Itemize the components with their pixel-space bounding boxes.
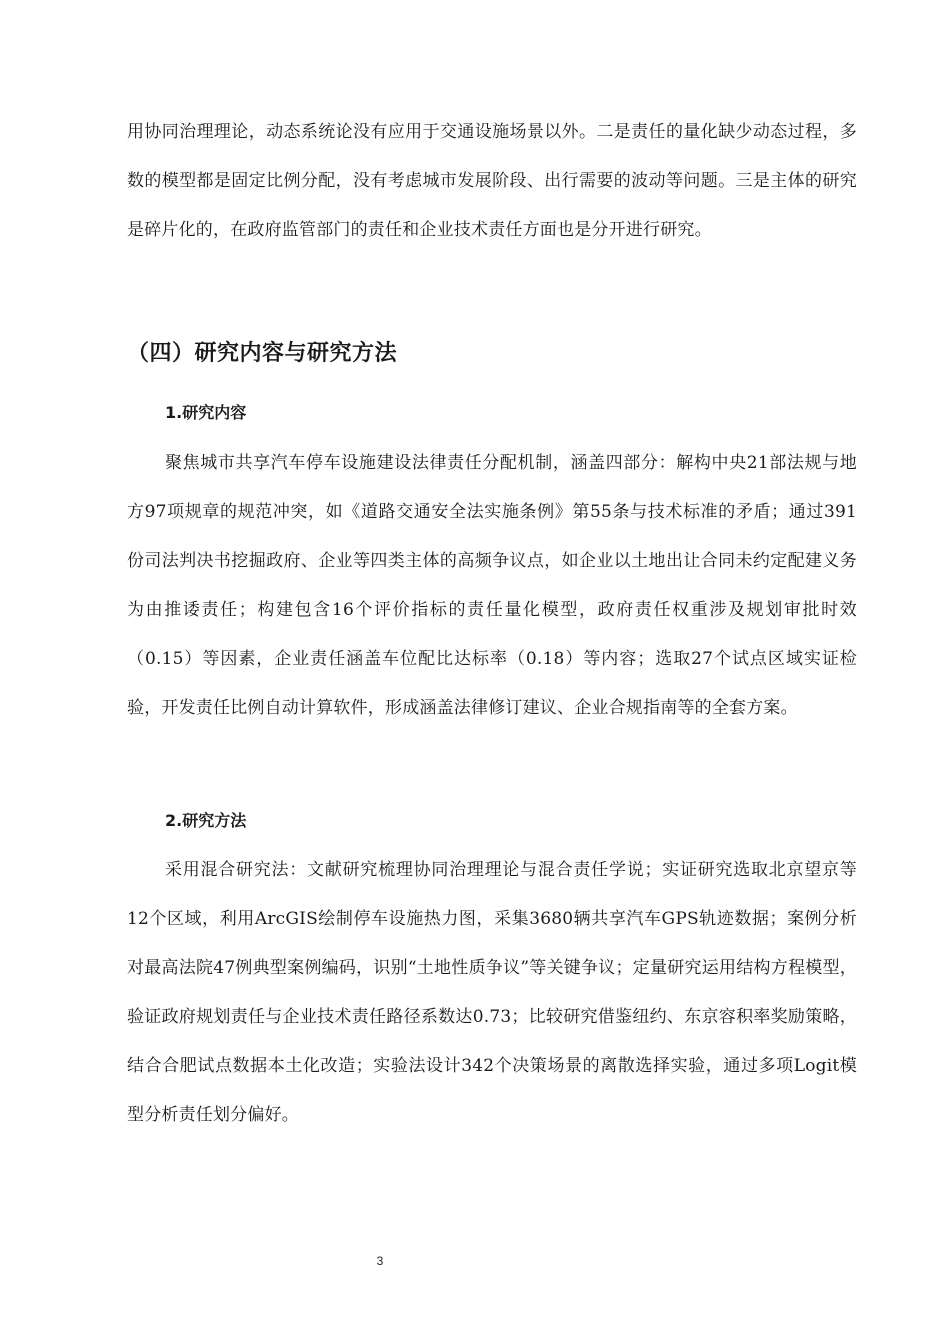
- section-heading: （四）研究内容与研究方法: [127, 341, 398, 366]
- research-content-paragraph: 聚焦城市共享汽车停车设施建设法律责任分配机制，涵盖四部分：解构中央21部法规与地方97项规章的规范冲突，如《道路交通安全法实施条例》第55条与技术标准的矛盾；通过391份司法判决书挖掘政府、企业等四类主体的高频争议点，如企业以土地出让合同未约定配建义务为由推诿责任；构建包含16个评价指标的责任量化模型，政府责任权重涉及规划审批时效（0.15）等因素，企业责任涵盖车位配比达标率（0.18）等内容；选取27个试点区域实证检验，开发责任比例自动计算软件，形成涵盖法律修订建议、企业合规指南等的全套方案。: [127, 453, 857, 718]
- page-number: 3: [376, 1254, 384, 1268]
- research-methods-paragraph: 采用混合研究法：文献研究梳理协同治理理论与混合责任学说；实证研究选取北京望京等12个区域，利用ArcGIS绘制停车设施热力图，采集3680辆共享汽车GPS轨迹数据；案例分析对最高法院47例典型案例编码，识别“土地性质争议”等关键争议；定量研究运用结构方程模型，验证政府规划责任与企业技术责任路径系数达0.73；比较研究借鉴纽约、东京容积率奖励策略，结合合肥试点数据本土化改造；实验法设计342个决策场景的离散选择实验，通过多项Logit模型分析责任划分偏好。: [127, 860, 857, 1125]
- subheading-research-content: 1.研究内容: [165, 403, 247, 422]
- intro-continuation-paragraph: 用协同治理理论，动态系统论没有应用于交通设施场景以外。二是责任的量化缺少动态过程，多数的模型都是固定比例分配，没有考虑城市发展阶段、出行需要的波动等问题。三是主体的研究是碎片化的，在政府监管部门的责任和企业技术责任方面也是分开进行研究。: [127, 122, 857, 240]
- subheading-research-methods: 2.研究方法: [165, 811, 247, 830]
